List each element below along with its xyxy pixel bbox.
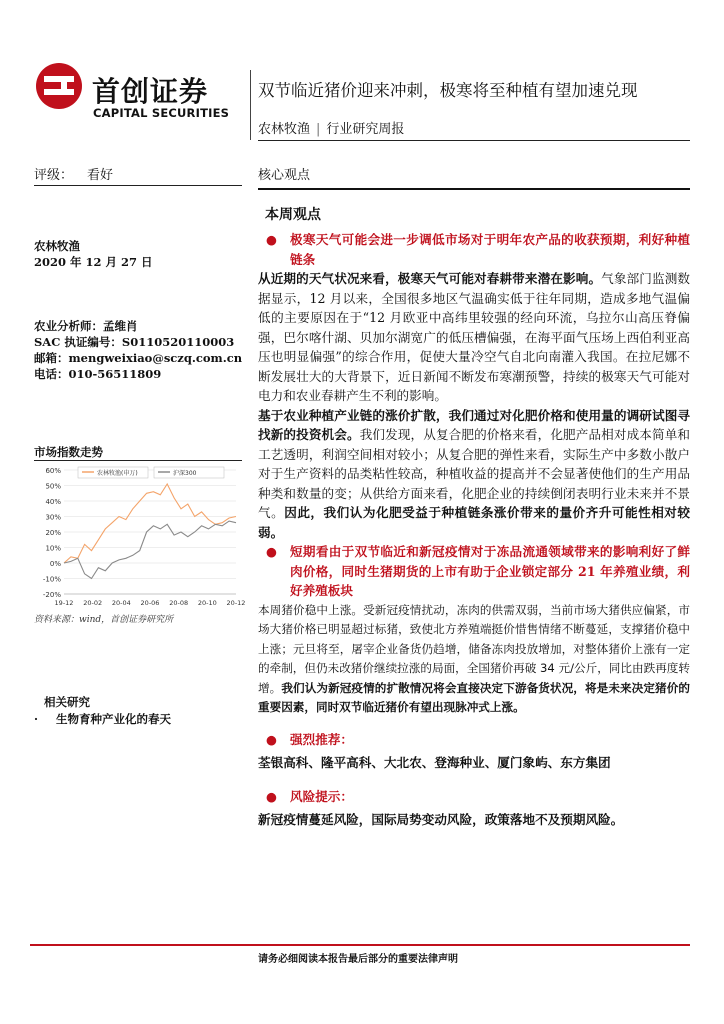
x-tick-label: 20-10 <box>197 599 217 607</box>
bullet-icon: ● <box>266 731 277 747</box>
bullet-icon: ● <box>266 788 277 804</box>
bullet-hog <box>258 542 690 601</box>
footer-rule <box>30 944 690 946</box>
risk-list: 新冠疫情蔓延风险，国际局势变动风险，政策落地不及预期风险。 <box>258 812 624 827</box>
para-weather-lead: 从近期的天气状况来看，极寒天气可能对春耕带来潜在影响。 <box>258 271 602 286</box>
y-tick-label: -20% <box>42 591 61 599</box>
header-divider <box>250 70 251 140</box>
core-view-label: 核心观点 <box>258 168 311 183</box>
para-fertilizer-tail: 因此，我们认为化肥受益于种植链条涨价带来的量价齐升可能性相对较弱。 <box>258 505 691 540</box>
related-item[interactable]: · 生物育种产业化的春天 <box>34 712 172 726</box>
chart-heading: 市场指数走势 <box>34 445 103 459</box>
left-meta <box>34 238 153 270</box>
analyst-email[interactable]: 邮箱：mengweixiao@sczq.com.cn <box>34 351 243 365</box>
report-date: 2020 年 12 月 27 日 <box>34 255 153 269</box>
analyst-sac: SAC 执证编号：S0110520110003 <box>34 335 235 349</box>
chart-heading-rule <box>34 460 242 461</box>
para-weather-text: 气象部门监测数据显示，12 月以来，全国很多地区气温确实低于往年同期，造成多地气温偏低的主要原因在于“12 月欧亚中高纬里较强的经向环流，乌拉尔山高压脊偏强，巴尔喀什湖、贝加尔湖宽广的低压槽偏强，在海平面气压场上西伯利亚高压也明显偏强”的综合作用，促使大量冷空气自北向南灌入我国。在拉尼娜不断发展壮大的大背景下，近日新闻不断发布寒潮预警，持续的极寒天气可能对电力和农业春耕产生不利的影响。 <box>258 271 691 403</box>
rating <box>34 164 113 183</box>
main-content <box>258 230 690 830</box>
market-index-chart <box>34 462 246 610</box>
related-heading: 相关研究 <box>44 695 90 709</box>
y-tick-label: 40% <box>45 498 61 506</box>
x-tick-label: 19-12 <box>54 599 74 607</box>
bullet-hog-title: 短期看由于双节临近和新冠疫情对于冻品流通领域带来的影响利好了鲜肉价格，同时生猪期货的上市有助于企业锁定部分 21 年养殖业绩，利好养殖板块 <box>290 544 690 598</box>
report-subtitle: 农林牧渔 | 行业研究周报 <box>258 122 405 137</box>
recommend-list: 荃银高科、隆平高科、大北农、登海种业、厦门象屿、东方集团 <box>258 755 611 770</box>
bullet-risk <box>258 787 690 807</box>
rating-label: 评级： <box>34 168 74 183</box>
risk-heading: 风险提示： <box>290 788 353 804</box>
rating-value: 看好 <box>87 168 114 183</box>
related-item-title[interactable]: 生物育种产业化的春天 <box>56 712 172 726</box>
para-fertilizer-text: 我们发现，从复合肥的价格来看，化肥产品相对成本简单和工艺透明，利润空间相对较小；从复合肥的弹性来看，实际生产中多数小散户对于生产资料的品类粘性较高，种植收益的提高并不会显著使他们的生产用品种类和数量的变；从供给方面来看，化肥企业的持续倒闭表明行业未来并不景气。 <box>258 427 691 520</box>
logo-text-en: CAPITAL SECURITIES <box>93 106 230 120</box>
y-tick-label: 10% <box>45 544 61 553</box>
bullet-weather <box>258 230 690 269</box>
y-tick-label: 50% <box>45 482 61 491</box>
x-tick-label: 20-06 <box>140 599 160 607</box>
para-hog <box>258 601 690 718</box>
y-tick-label: -10% <box>42 575 61 584</box>
company-logo-icon <box>35 62 83 110</box>
y-tick-label: 20% <box>45 529 61 537</box>
analyst-name: 农业分析师：孟维肖 <box>34 319 138 333</box>
para-weather <box>258 269 690 406</box>
legend-label: 农林牧渔(申万) <box>97 470 138 477</box>
analyst-phone: 电话：010-56511809 <box>34 367 162 381</box>
y-tick-label: 0% <box>49 560 61 568</box>
recommend-heading: 强烈推荐： <box>290 731 353 747</box>
header-rule <box>258 140 690 141</box>
analyst-info <box>34 318 242 382</box>
legend-label: 沪深300 <box>173 470 197 477</box>
core-rule <box>258 188 690 190</box>
left-sector: 农林牧渔 <box>34 239 80 253</box>
x-tick-label: 20-08 <box>169 599 189 607</box>
report-title: 双节临近猪价迎来冲刺，极寒将至种植有望加速兑现 <box>258 81 638 100</box>
legal-footer: 请务必细阅读本报告最后部分的重要法律声明 <box>258 954 458 965</box>
y-tick-label: 30% <box>45 513 61 522</box>
para-hog-bold: 我们认为新冠疫情的扩散情况将会直接决定下游备货状况，将是未来决定猪价的重要因素，同时双节临近猪价有望出现脉冲式上涨。 <box>258 680 690 714</box>
x-tick-label: 20-04 <box>111 599 131 607</box>
x-tick-label: 20-02 <box>83 599 103 607</box>
para-fertilizer-lead: 基于农业种植产业链的涨价扩散，我们通过对化肥价格和使用量的调研试图寻找新的投资机会。 <box>258 407 690 442</box>
report-type: 行业研究周报 <box>326 122 405 137</box>
para-fertilizer <box>258 406 690 543</box>
weekly-view-heading: 本周观点 <box>265 207 321 223</box>
bullet-icon: ● <box>266 544 277 559</box>
sector-label: 农林牧渔 <box>258 122 311 137</box>
bullet-weather-title: 极寒天气可能会进一步调低市场对于明年农产品的收获预期，利好种植链条 <box>290 232 690 267</box>
logo-text-cn: 首创证券 <box>92 75 209 108</box>
para-hog-text: 本周猪价稳中上涨。受新冠疫情扰动，冻肉的供需双弱，当前市场大猪供应偏紧，市场大猪价格已明显超过标猪，致使北方养殖端挺价惜售情绪不断蔓延，支撑猪价稳中上涨；元旦将至，屠宰企业备货仍趋增，储备冻肉投放增加，对整体猪价上涨有一定的牵制，但仍未改猪价继续拉涨的局面，全国猪价再破 34 元/公斤，同比由跌再度转增。 <box>258 602 690 695</box>
x-tick-label: 20-12 <box>226 599 246 607</box>
rating-rule <box>34 185 242 186</box>
bullet-icon: ● <box>266 232 277 247</box>
chart-source: 资料来源：wind，首创证券研究所 <box>34 615 174 625</box>
y-tick-label: 60% <box>45 467 61 475</box>
bullet-recommend <box>258 730 690 750</box>
